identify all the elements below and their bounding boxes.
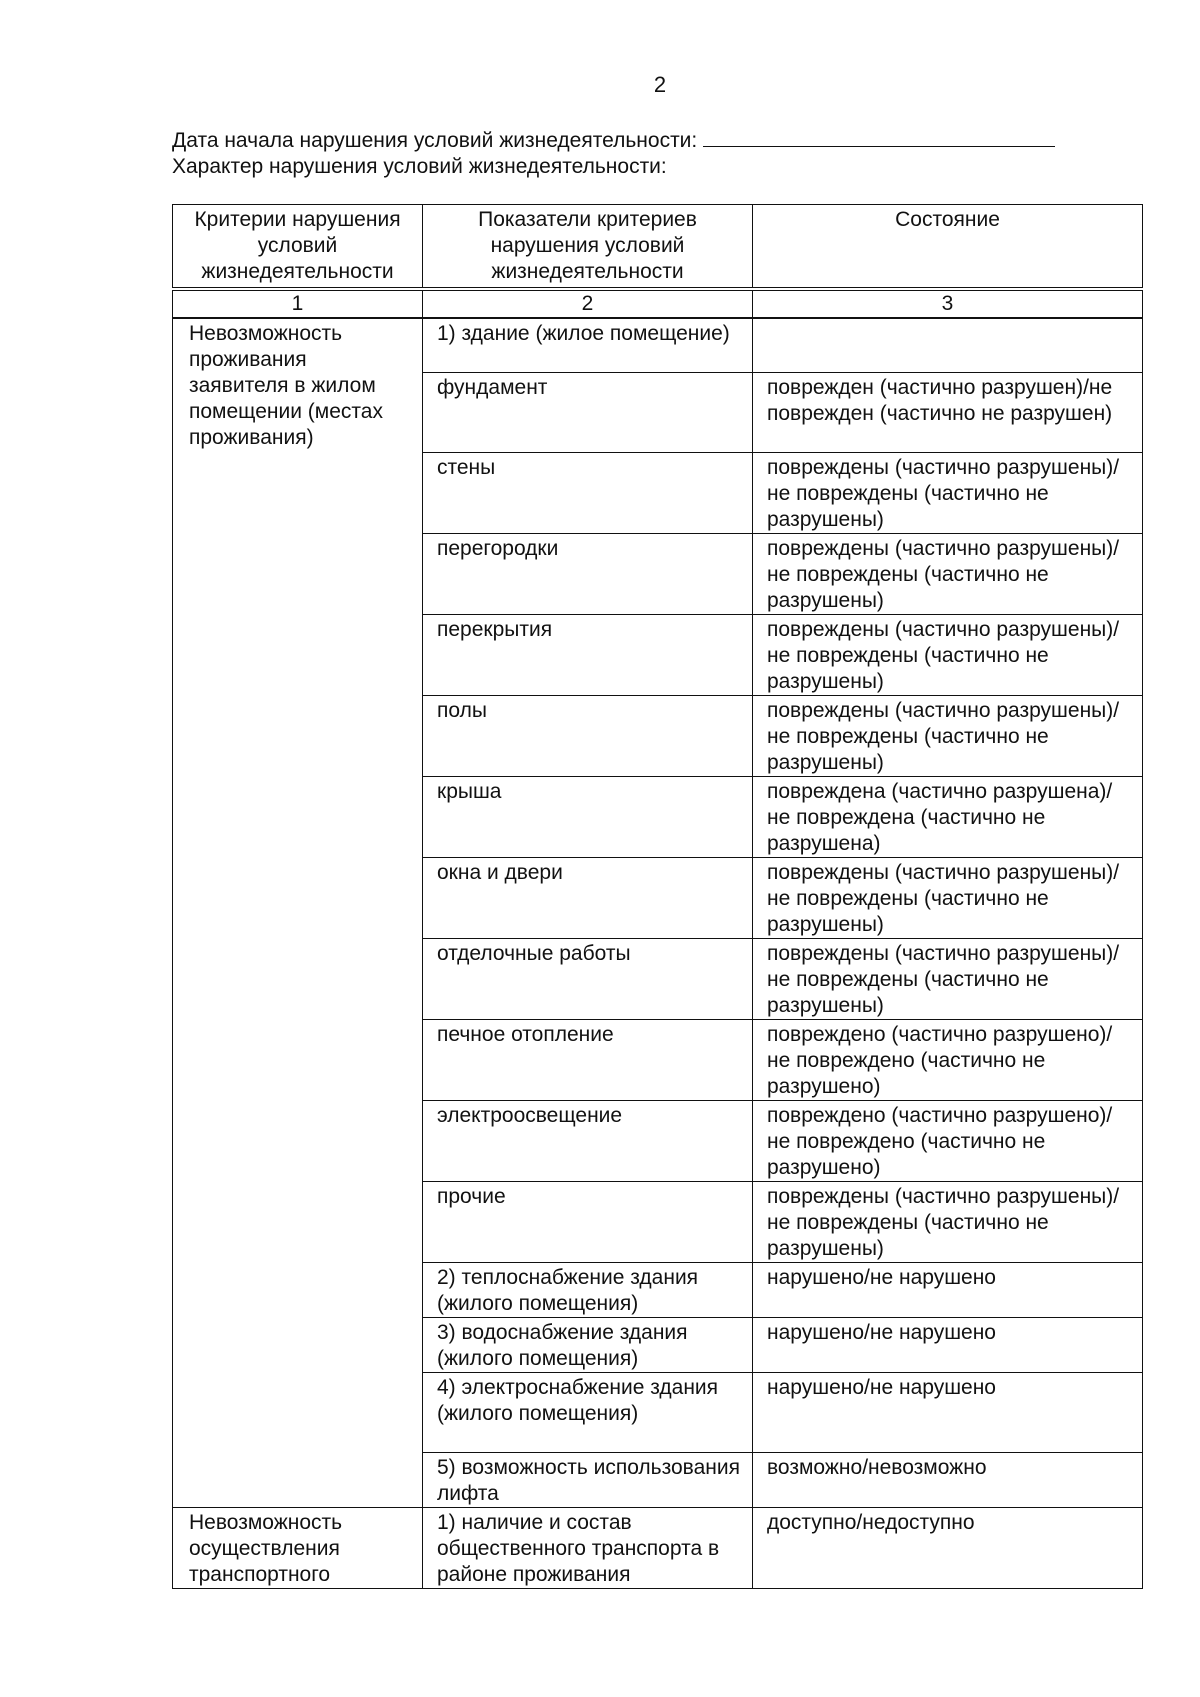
indicator-cell: окна и двери (423, 858, 753, 939)
column-numbers-row (172, 290, 1143, 318)
column-number-1: 1 (173, 291, 423, 318)
state-cell: повреждено (частично разрушено)/не повреждено (частично не разрушено) (753, 1020, 1143, 1101)
state-cell: нарушено/не нарушено (753, 1318, 1143, 1373)
indicator-cell: 1) здание (жилое помещение) (423, 319, 753, 373)
criterion-transport: Невозможность осуществления транспортного (173, 1508, 423, 1589)
indicator-cell: крыша (423, 777, 753, 858)
indicator-cell: перегородки (423, 534, 753, 615)
date-label: Дата начала нарушения условий жизнедеятельности: (172, 129, 698, 152)
header-state: Состояние (753, 205, 1143, 288)
indicator-cell: электроосвещение (423, 1101, 753, 1182)
state-cell (753, 319, 1143, 373)
indicator-cell: прочие (423, 1182, 753, 1263)
state-cell: нарушено/не нарушено (753, 1263, 1143, 1318)
indicator-cell: отделочные работы (423, 939, 753, 1020)
criterion-housing: Невозможность проживания заявителя в жилом помещении (местах проживания) (173, 319, 423, 1508)
criteria-table (172, 318, 1143, 1589)
state-cell: нарушено/не нарушено (753, 1373, 1143, 1453)
indicator-cell: 3) водоснабжение здания (жилого помещения) (423, 1318, 753, 1373)
indicator-cell: 2) теплоснабжение здания (жилого помещения) (423, 1263, 753, 1318)
indicator-cell: стены (423, 453, 753, 534)
indicator-cell: 5) возможность использования лифта (423, 1453, 753, 1508)
state-cell: поврежден (частично разрушен)/не поврежден (частично не разрушен) (753, 373, 1143, 453)
state-cell: повреждены (частично разрушены)/не повреждены (частично не разрушены) (753, 1182, 1143, 1263)
state-cell: повреждены (частично разрушены)/не повреждены (частично не разрушены) (753, 534, 1143, 615)
state-cell: повреждены (частично разрушены)/не повреждены (частично не разрушены) (753, 453, 1143, 534)
table-row (173, 319, 1143, 373)
date-line (172, 126, 1132, 154)
table-row (173, 1508, 1143, 1589)
indicator-cell: печное отопление (423, 1020, 753, 1101)
indicator-cell: 1) наличие и состав общественного транспорта в районе проживания (423, 1508, 753, 1589)
date-blank-field[interactable] (703, 126, 1055, 147)
state-cell: повреждено (частично разрушено)/не повреждено (частично не разрушено) (753, 1101, 1143, 1182)
state-cell: доступно/недоступно (753, 1508, 1143, 1589)
state-cell: повреждены (частично разрушены)/не повреждены (частично не разрушены) (753, 615, 1143, 696)
header-indicators: Показатели критериев нарушения условий жизнедеятельности (423, 205, 753, 288)
column-number-3: 3 (753, 291, 1143, 318)
form-header (172, 126, 1132, 180)
indicator-cell: перекрытия (423, 615, 753, 696)
state-cell: повреждены (частично разрушены)/не повреждены (частично не разрушены) (753, 939, 1143, 1020)
table-header (172, 204, 1143, 288)
column-number-2: 2 (423, 291, 753, 318)
state-cell: повреждена (частично разрушена)/не повреждена (частично не разрушена) (753, 777, 1143, 858)
header-criteria: Критерии нарушения условий жизнедеятельности (173, 205, 423, 288)
state-cell: повреждены (частично разрушены)/не повреждены (частично не разрушены) (753, 696, 1143, 777)
indicator-cell: полы (423, 696, 753, 777)
indicator-cell: 4) электроснабжение здания (жилого помещения) (423, 1373, 753, 1453)
page-number: 2 (653, 72, 667, 97)
state-cell: возможно/невозможно (753, 1453, 1143, 1508)
indicator-cell: фундамент (423, 373, 753, 453)
character-label: Характер нарушения условий жизнедеятельности: (172, 155, 667, 178)
state-cell: повреждены (частично разрушены)/не повреждены (частично не разрушены) (753, 858, 1143, 939)
